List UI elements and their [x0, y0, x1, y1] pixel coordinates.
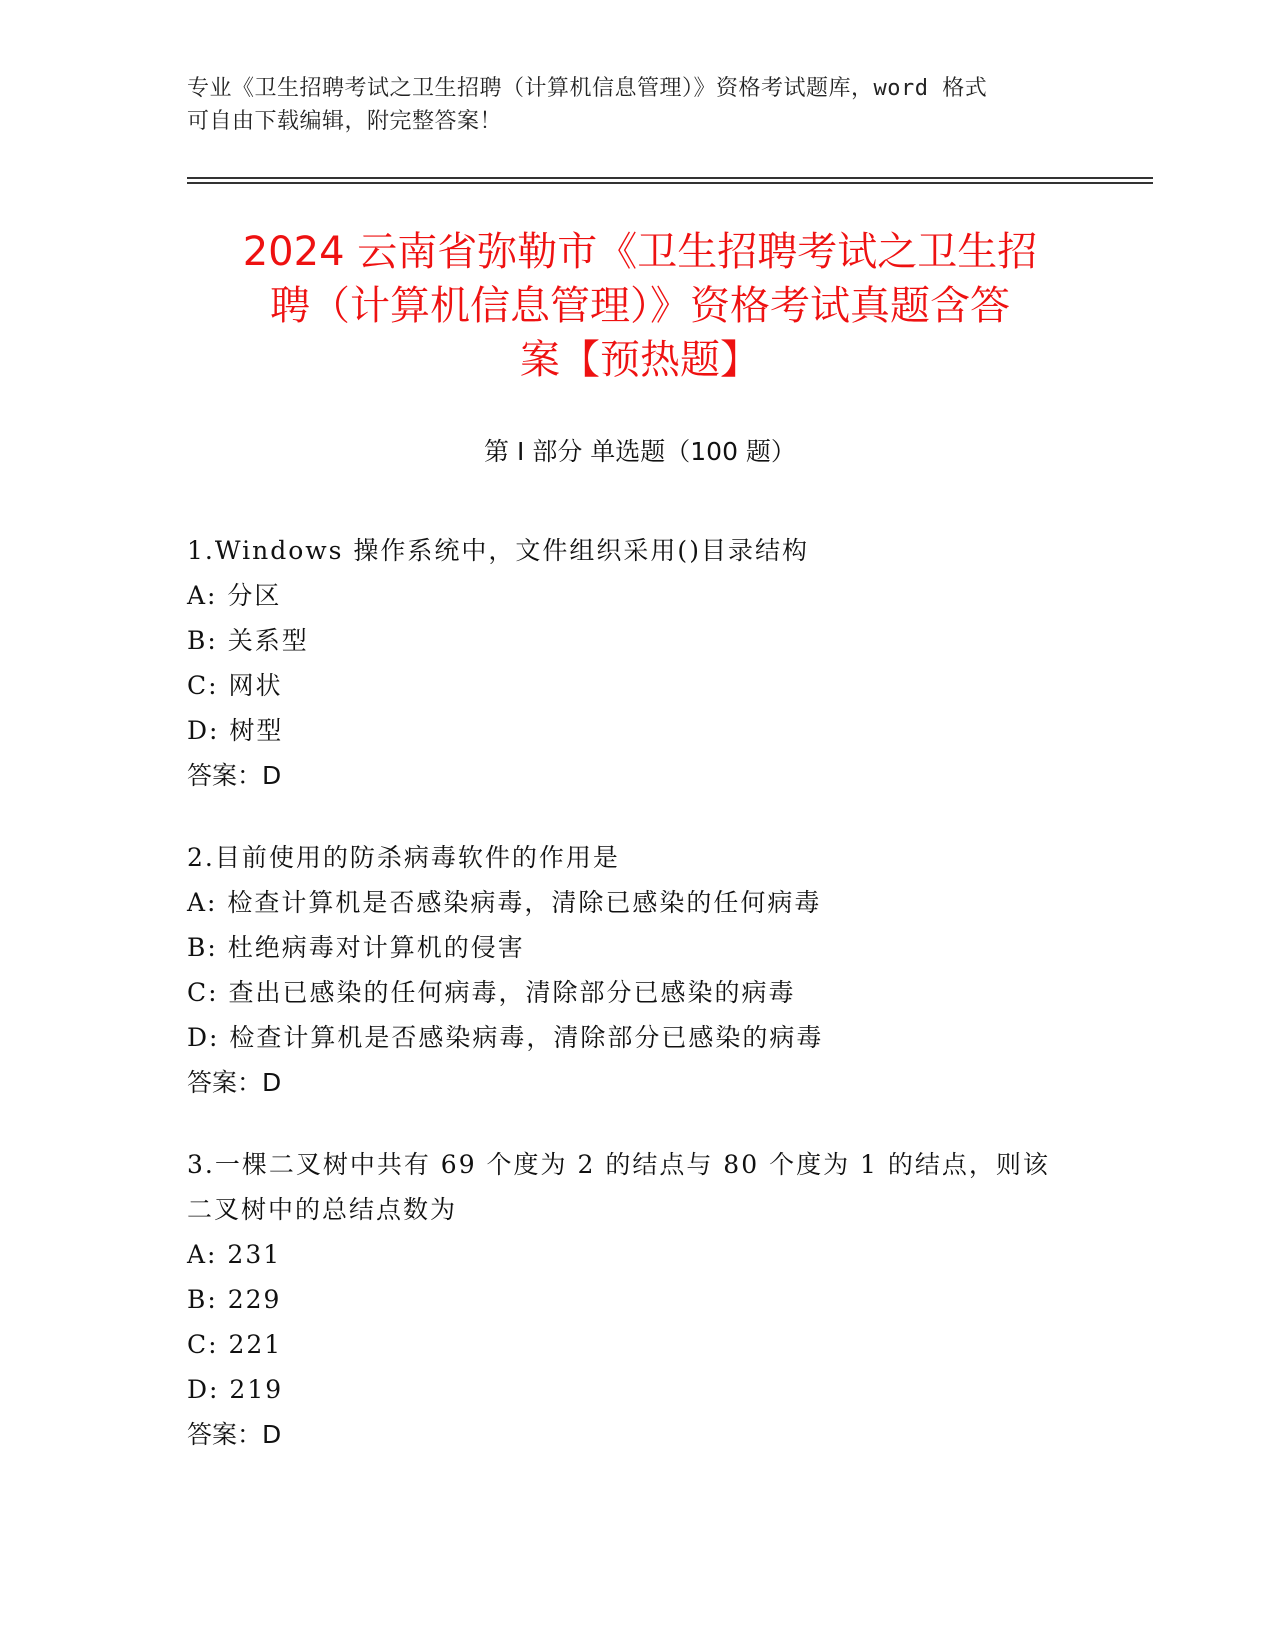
- question-stem: 2.目前使用的防杀病毒软件的作用是: [187, 843, 620, 872]
- question-1: [187, 528, 1087, 798]
- option-a: A: 231: [187, 1240, 282, 1269]
- header-note-line: 可自由下载编辑，附完整答案！: [187, 109, 503, 134]
- answer: 答案：D: [187, 761, 282, 790]
- option-d: D: 219: [187, 1375, 284, 1404]
- question-2: [187, 835, 1087, 1105]
- option-c: C: 221: [187, 1330, 283, 1359]
- option-a: A: 检查计算机是否感染病毒，清除已感染的任何病毒: [187, 888, 822, 917]
- question-3: [187, 1142, 1087, 1457]
- option-b: B: 杜绝病毒对计算机的侵害: [187, 933, 525, 962]
- header-divider-bottom: [187, 182, 1153, 184]
- answer: 答案：D: [187, 1068, 282, 1097]
- document-title-line: 2024 云南省弥勒市《卫生招聘考试之卫生招: [242, 229, 1038, 275]
- answer: 答案：D: [187, 1420, 282, 1449]
- question-stem-continued: 二叉树中的总结点数为: [187, 1195, 458, 1224]
- header-note: [187, 72, 1067, 138]
- option-d: D: 树型: [187, 716, 284, 745]
- question-stem: 3.一棵二叉树中共有 69 个度为 2 的结点与 80 个度为 1 的结点，则该: [187, 1150, 1050, 1179]
- option-b: B: 关系型: [187, 626, 309, 655]
- header-note-line: 专业《卫生招聘考试之卫生招聘（计算机信息管理）》资格考试题库，word 格式: [187, 76, 988, 101]
- section-title: 第 I 部分 单选题（100 题）: [484, 437, 796, 466]
- document-title-line: 聘（计算机信息管理）》资格考试真题含答: [270, 283, 1010, 329]
- option-c: C: 查出已感染的任何病毒，清除部分已感染的病毒: [187, 978, 796, 1007]
- option-d: D: 检查计算机是否感染病毒，清除部分已感染的病毒: [187, 1023, 824, 1052]
- option-c: C: 网状: [187, 671, 283, 700]
- document-title: [180, 225, 1100, 387]
- option-a: A: 分区: [187, 581, 282, 610]
- question-stem: 1.Windows 操作系统中，文件组织采用()目录结构: [187, 536, 809, 565]
- header-divider-top: [187, 177, 1153, 179]
- option-b: B: 229: [187, 1285, 282, 1314]
- question-list: [187, 528, 1087, 1494]
- document-title-line: 案【预热题】: [520, 337, 760, 383]
